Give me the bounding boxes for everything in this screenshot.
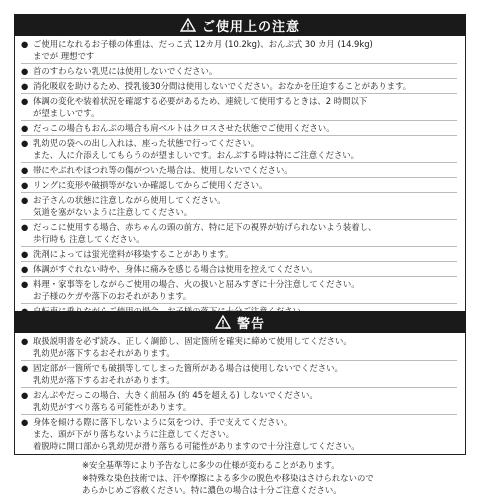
item-line: だっこの場合もおんぶの場合も肩ベルトはクロスさせた状態でご使用ください。 bbox=[33, 123, 335, 133]
bullet-mark: ● bbox=[21, 249, 29, 259]
item-text bbox=[33, 38, 465, 62]
item-text bbox=[33, 179, 465, 191]
item-divider bbox=[21, 261, 457, 262]
item-line: おんぶやだっこの場合、大きく前屈み (約 45を超える) しないでください。 bbox=[33, 390, 318, 400]
list-item bbox=[21, 263, 465, 275]
bullet-mark: ● bbox=[21, 222, 29, 232]
item-divider bbox=[21, 414, 457, 415]
item-text bbox=[33, 248, 465, 260]
item-divider bbox=[21, 192, 457, 193]
item-divider bbox=[21, 246, 457, 247]
footnote-line: ※特殊な染色技術では、汗や摩擦による多少の脱色や移染はさけられないので bbox=[82, 472, 374, 483]
item-divider bbox=[21, 93, 457, 94]
list-item bbox=[21, 164, 465, 176]
item-line: 着脱時に開口部から乳幼児が滑り落ちる可能性がありますので十分注意してください。 bbox=[33, 441, 360, 451]
section-header-caution bbox=[14, 14, 466, 36]
item-text bbox=[33, 221, 465, 245]
item-line: 体調がすぐれない時や、身体に痛みを感じる場合は使用を控えてください。 bbox=[33, 264, 318, 274]
item-text bbox=[33, 164, 465, 176]
list-item bbox=[21, 416, 465, 452]
warning-list-box bbox=[14, 333, 466, 455]
warning-triangle-icon bbox=[215, 315, 231, 329]
list-item bbox=[21, 65, 465, 77]
item-line: 乳幼児がすべり落ちる可能性があります。 bbox=[33, 402, 192, 412]
caution-list bbox=[15, 36, 465, 317]
list-item bbox=[21, 137, 465, 161]
item-text bbox=[33, 65, 465, 77]
item-text bbox=[33, 362, 465, 386]
bullet-mark: ● bbox=[21, 180, 29, 190]
item-divider bbox=[21, 63, 457, 64]
item-divider bbox=[21, 135, 457, 136]
item-line: 洗剤によっては蛍光塗料が移染することがあります。 bbox=[33, 249, 234, 259]
item-line: 首のすわらない乳児には使用しないでください。 bbox=[33, 66, 218, 76]
item-divider bbox=[21, 387, 457, 388]
item-line: 固定部が一箇所でも破損等してしまった箇所がある場合は使用しないでください。 bbox=[33, 363, 343, 373]
item-line: ご使用になれるお子様の体重は、だっこ式 12カ月 (10.2kg)、おんぶ式 30 カ月 (14.9kg) bbox=[33, 39, 373, 49]
bullet-mark: ● bbox=[21, 264, 29, 274]
item-line: お子様のケガや落下のおそれがあります。 bbox=[33, 291, 192, 301]
list-item bbox=[21, 389, 465, 413]
list-item bbox=[21, 38, 465, 62]
item-line: リングに変形や破損等がないか確認してからご使用ください。 bbox=[33, 180, 268, 190]
item-text bbox=[33, 95, 465, 119]
list-item bbox=[21, 335, 465, 359]
bullet-mark: ● bbox=[21, 96, 29, 106]
list-item bbox=[21, 95, 465, 119]
item-text bbox=[33, 263, 465, 275]
item-line: 乳幼児が落下するおそれがあります。 bbox=[33, 348, 175, 358]
bullet-mark: ● bbox=[21, 138, 29, 148]
item-text bbox=[33, 389, 465, 413]
bullet-mark: ● bbox=[21, 81, 29, 91]
bullet-mark: ● bbox=[21, 363, 29, 373]
item-text bbox=[33, 137, 465, 161]
item-text bbox=[33, 335, 465, 359]
item-divider bbox=[21, 177, 457, 178]
item-line: 乳幼児の袋への出し入れは、座った状態で行ってください。 bbox=[33, 138, 260, 148]
item-line: 体調の変化や装着状況を確認する必要があるため、連続して使用するときは、2 時間以下 bbox=[33, 96, 368, 106]
bullet-mark: ● bbox=[21, 417, 29, 427]
item-divider bbox=[21, 360, 457, 361]
bullet-mark: ● bbox=[21, 66, 29, 76]
list-item bbox=[21, 122, 465, 134]
footnotes bbox=[82, 459, 374, 497]
item-text bbox=[33, 80, 465, 92]
item-line: までが 理想です bbox=[33, 51, 95, 61]
bullet-mark: ● bbox=[21, 165, 29, 175]
item-line: 気道を塞がないように注意してください。 bbox=[33, 207, 193, 217]
item-line: 取扱説明書を必ず読み、正しく調節し、固定箇所を確実に締めて使用してください。 bbox=[33, 336, 352, 346]
item-line: 料理・家事等をしながらご使用の場合、火の扱いと屈みすぎに十分注意してください。 bbox=[33, 279, 360, 289]
bullet-mark: ● bbox=[21, 336, 29, 346]
bullet-mark: ● bbox=[21, 39, 29, 49]
item-line: 身体を傾ける際に落下しないように気をつけ、手で支えてください。 bbox=[33, 417, 293, 427]
item-text bbox=[33, 416, 465, 452]
item-line: 乳幼児が落下するおそれがあります。 bbox=[33, 375, 175, 385]
list-item bbox=[21, 248, 465, 260]
item-divider bbox=[21, 303, 457, 304]
list-item bbox=[21, 278, 465, 302]
item-line: が望ましいです。 bbox=[33, 108, 100, 118]
item-line: お子さんの状態に注意しながら使用してください。 bbox=[33, 195, 226, 205]
item-text bbox=[33, 278, 465, 302]
warning-list bbox=[15, 333, 465, 452]
item-line: また、頭が下がり落ちないように注意してください。 bbox=[33, 429, 234, 439]
list-item bbox=[21, 194, 465, 218]
item-divider bbox=[21, 162, 457, 163]
section-title-caution: ご使用上の注意 bbox=[201, 19, 300, 35]
item-divider bbox=[21, 120, 457, 121]
warning-triangle-icon bbox=[180, 18, 196, 32]
item-line: 消化吸収を助けるため、授乳後30分間は使用しないでください。おなかを圧迫することがあります。 bbox=[33, 81, 412, 91]
item-line: だっこに使用する場合、赤ちゃんの頭の前方、特に足下の視界が妨げられないよう装着し、 bbox=[33, 222, 377, 232]
list-item bbox=[21, 179, 465, 191]
section-header-warning bbox=[14, 311, 466, 333]
list-item bbox=[21, 80, 465, 92]
item-divider bbox=[21, 276, 457, 277]
bullet-mark: ● bbox=[21, 123, 29, 133]
list-item bbox=[21, 362, 465, 386]
list-item bbox=[21, 221, 465, 245]
item-divider bbox=[21, 78, 457, 79]
item-line: 歩行時も 注意してください。 bbox=[33, 234, 145, 244]
caution-list-box bbox=[14, 36, 466, 325]
item-line: また、人に介添えしてもらうのが望ましいです。おんぶする時は特にご注意ください。 bbox=[33, 150, 359, 160]
item-divider bbox=[21, 219, 457, 220]
footnote-line: あらかじめご容赦ください。特に濃色の場合は十分ご注意ください。 bbox=[82, 485, 342, 495]
item-line: 帯にやぶれやほつれ等の傷がついた場合は、使用しないでください。 bbox=[33, 165, 293, 175]
item-text bbox=[33, 122, 465, 134]
section-title-warning: 警告 bbox=[236, 316, 265, 332]
item-text bbox=[33, 194, 465, 218]
bullet-mark: ● bbox=[21, 390, 29, 400]
bullet-mark: ● bbox=[21, 279, 29, 289]
bullet-mark: ● bbox=[21, 195, 29, 205]
footnote-line: ※安全基準等により予告なしに多少の仕様が変わることがあります。 bbox=[82, 460, 340, 470]
